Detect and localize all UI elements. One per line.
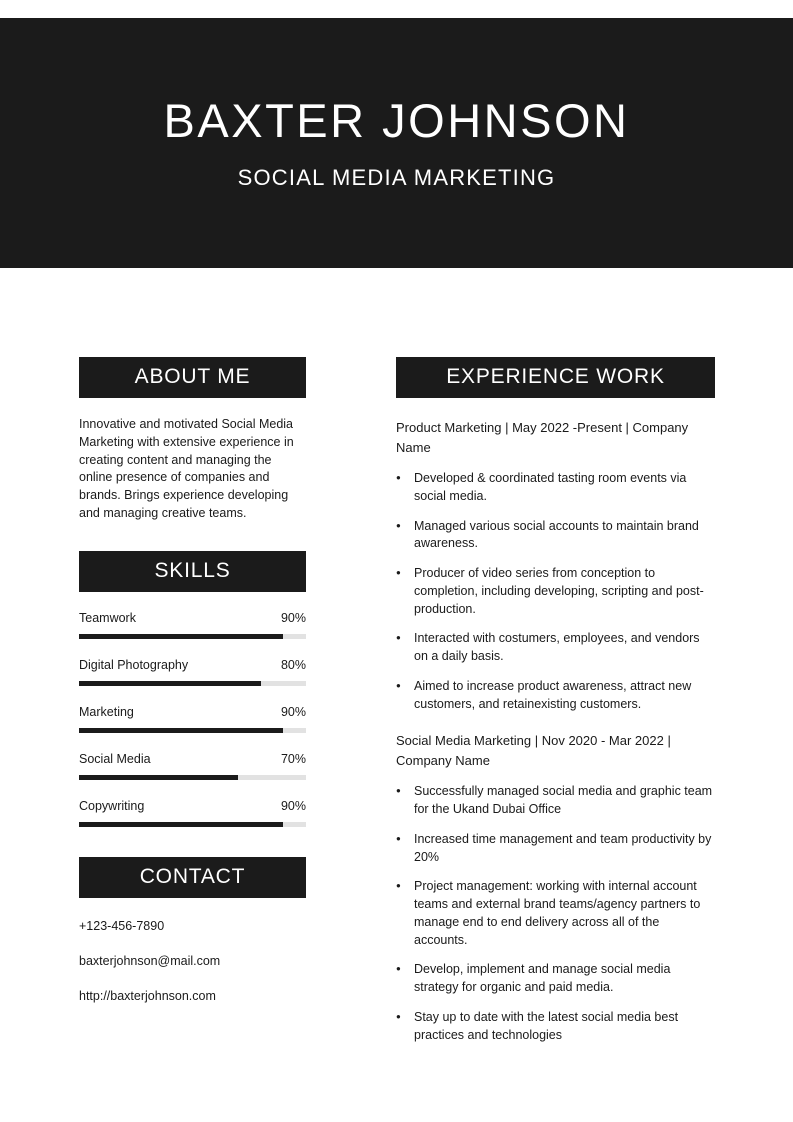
skill-item	[79, 658, 306, 686]
list-item: ● Successfully managed social media and graphic team for the Ukand Dubai Office	[396, 783, 715, 819]
skill-bar-track	[79, 681, 306, 686]
experience-entry	[396, 731, 715, 1044]
skill-item	[79, 799, 306, 827]
skill-bar-fill	[79, 681, 261, 686]
list-item: ● Stay up to date with the latest social media best practices and technologies	[396, 1009, 715, 1045]
list-item: ● Managed various social accounts to maintain brand awareness.	[396, 518, 715, 554]
list-item: ● Increased time management and team productivity by 20%	[396, 831, 715, 867]
skill-bar-fill	[79, 728, 283, 733]
skill-bar-track	[79, 634, 306, 639]
skills-section	[79, 551, 306, 827]
skill-percent: 80%	[280, 657, 306, 672]
skill-bar-fill	[79, 822, 283, 827]
skill-bar-track	[79, 775, 306, 780]
section-heading-contact: CONTACT	[79, 857, 306, 898]
skill-label: Digital Photography	[79, 657, 189, 672]
skill-label: Marketing	[79, 704, 134, 719]
list-item: ● Developed & coordinated tasting room events via social media.	[396, 470, 715, 506]
skill-label: Teamwork	[79, 610, 136, 625]
left-column	[79, 357, 306, 1003]
skill-item	[79, 705, 306, 733]
header-banner	[0, 18, 793, 268]
skill-percent: 90%	[280, 610, 306, 625]
skill-item	[79, 752, 306, 780]
skill-label: Social Media	[79, 751, 151, 766]
list-item: ● Develop, implement and manage social media strategy for organic and paid media.	[396, 961, 715, 997]
section-heading-experience: EXPERIENCE WORK	[396, 357, 715, 398]
skill-percent: 70%	[280, 751, 306, 766]
skill-percent: 90%	[280, 704, 306, 719]
skill-bar-track	[79, 728, 306, 733]
right-column	[396, 357, 715, 1056]
job-title: Social Media Marketing | Nov 2020 - Mar 2022 | Company Name	[396, 733, 671, 768]
skill-label: Copywriting	[79, 798, 145, 813]
section-heading-skills: SKILLS	[79, 551, 306, 592]
list-item: ● Project management: working with internal account teams and external brand teams/agency partners to manage end to end delivery across all of the accounts.	[396, 878, 715, 949]
contact-section	[79, 857, 306, 1003]
skill-bar-fill	[79, 775, 238, 780]
about-text: Innovative and motivated Social Media Marketing with extensive experience in creating content and managing the online presence of companies and brands. Brings experience developing and managing creative teams.	[79, 417, 294, 520]
job-bullet-list	[396, 783, 715, 1044]
skill-bar-track	[79, 822, 306, 827]
job-bullet-list	[396, 470, 715, 713]
contact-phone[interactable]: +123-456-7890	[79, 918, 165, 933]
contact-website[interactable]: http://baxterjohnson.com	[79, 988, 216, 1003]
skill-item	[79, 611, 306, 639]
list-item: ● Interacted with costumers, employees, and vendors on a daily basis.	[396, 630, 715, 666]
page-title: BAXTER JOHNSON	[163, 94, 630, 148]
skill-percent: 90%	[280, 798, 306, 813]
job-title: Product Marketing | May 2022 -Present | Company Name	[396, 420, 689, 455]
list-item: ● Aimed to increase product awareness, attract new customers, and retainexisting customers.	[396, 678, 715, 714]
contact-email[interactable]: baxterjohnson@mail.com	[79, 953, 221, 968]
skill-bar-fill	[79, 634, 283, 639]
experience-entry	[396, 418, 715, 713]
header-subtitle: SOCIAL MEDIA MARKETING	[237, 164, 556, 190]
section-heading-about: ABOUT ME	[79, 357, 306, 398]
list-item: ● Producer of video series from conception to completion, including developing, scripting and post-production.	[396, 565, 715, 618]
